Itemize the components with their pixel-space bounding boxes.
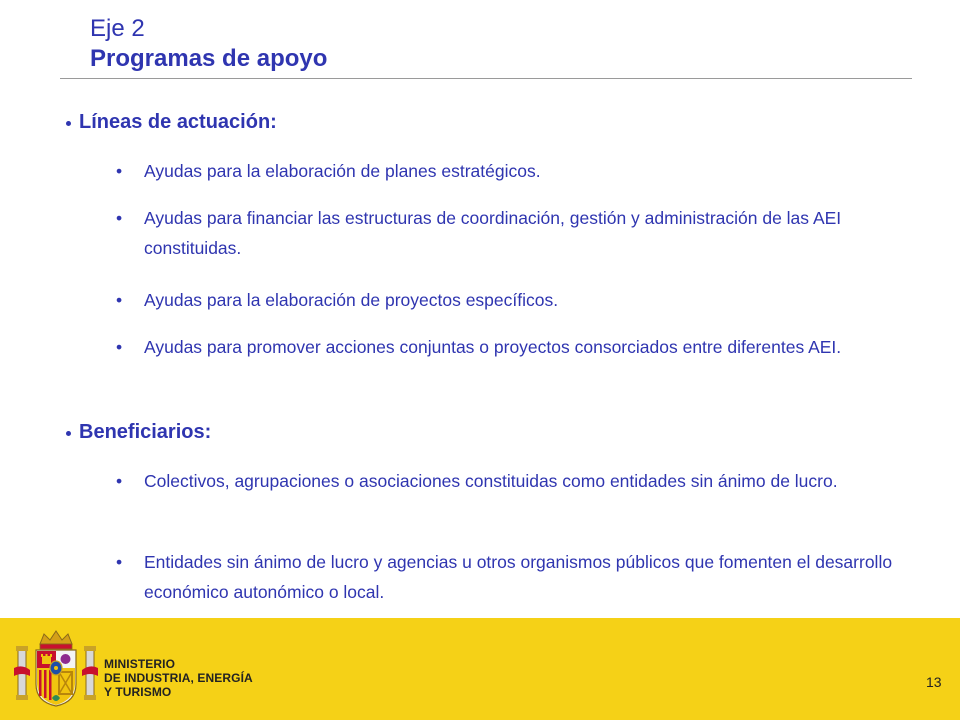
list-item-text: Ayudas para financiar las estructuras de coordinación, gestión y administración de las AEI constituidas. [144,208,842,258]
spanish-coat-of-arms-icon [14,628,98,710]
list-item [116,156,936,186]
bullet-icon: • [116,290,123,310]
section-heading [66,418,946,446]
list-item-text: Ayudas para promover acciones conjuntas o proyectos consorciados entre diferentes AEI. [144,337,842,357]
ministry-line-1: MINISTERIO [104,657,176,671]
slide-title: Eje 2 [90,15,145,42]
bullet-icon: • [116,161,123,181]
bullet-icon: • [116,471,123,491]
header-divider [60,78,912,79]
ministry-line-2: DE INDUSTRIA, ENERGÍA [104,671,253,685]
section-bullet-icon [66,431,71,436]
page-number: 13 [926,674,942,690]
ministry-line-3: Y TURISMO [104,685,172,699]
list-item [116,203,936,263]
list-item [116,547,936,607]
list-item-text: Entidades sin ánimo de lucro y agencias u otros organismos públicos que fomenten el desarrollo económico autonómico o local. [144,552,893,602]
section-bullet-icon [66,121,71,126]
bullet-icon: • [116,552,123,572]
section-heading-text: Líneas de actuación: [79,110,277,133]
list-item [116,285,936,315]
section-lineas-de-actuacion [66,108,946,136]
list-item [116,466,936,496]
bullet-icon: • [116,208,123,228]
ministry-name [104,657,253,699]
section-beneficiarios [66,418,946,446]
list-item-text: Ayudas para la elaboración de proyectos específicos. [144,290,559,310]
bullet-icon: • [116,337,123,357]
list-item [116,332,936,362]
slide-header [90,14,327,74]
list-item-text: Colectivos, agrupaciones o asociaciones constituidas como entidades sin ánimo de lucro. [144,471,838,491]
section-heading [66,108,946,136]
list-item-text: Ayudas para la elaboración de planes estratégicos. [144,161,541,181]
slide-subtitle: Programas de apoyo [90,45,328,72]
section-heading-text: Beneficiarios: [79,420,212,443]
